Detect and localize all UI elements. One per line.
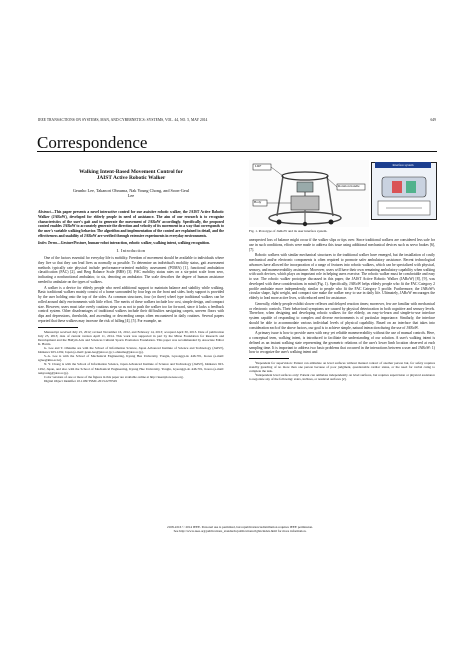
footnote-manuscript: Manuscript received July 25, 2012; revised November 16, 2012, and February 14, 2013; accepted April 30, 2013. Date of publication July 25, 2013; date of current version April 11, 2014. This work was supported in part by the Mirae Foundation for Research and Development and the Hallym Arts and Sciences Cultural Sports Promotion Foundation. This paper was recommended by Associate Editor K. Harris. — [38, 329, 224, 346]
abstract-label: Abstract— — [38, 210, 55, 215]
abstract — [38, 210, 224, 239]
paper-title-line2: JAIST Active Robotic Walker — [96, 175, 166, 182]
interface-inset — [371, 162, 437, 220]
right-paragraph-2: Robotic walkers with similar mechanical structures to the traditional walker have emerged, but the installation of costly mechanical and/or electronic components is often required to promote safer ambulatory assistance. Recent technological advances have allowed the incorporation of a range of features into robotic walkers, which can be specialized with physical, sensory, and maneuverability assistance. Moreover, users will have their own remaining ambulatory capability when walking with such devices, which plays an important role in helping users exercise. The robotic walker must be comfortable and easy to use. The robotic walker prototype discussed in this paper, the JAIST Active Robotic Walker (JARoW) [8], [9], was developed with these considerations in mind (Fig. 1). Specifically, JARoW helps elderly people who fit the FAC Category 2 profile ambulate more independently, similar to people who fit the FAC Category 5 profile. Furthermore, the JARoW's circular shape, light weight, and compact size make the walker easy to use in daily life. Ultimately, JARoW encourages the elderly to lead more active lives, with reduced need for assistance. — [249, 253, 435, 300]
footnote-affiliation-2: S.-G. Lee is with the School of Mechanical Engineering, Kyung Hee University, Yongin, Gyeonggi-do 446-701, Korea (e-mail: sglee@khu.ac.kr). — [38, 354, 224, 363]
page-number: 649 — [430, 118, 436, 122]
copyright-line1: 2168-2216 © 2014 IEEE. Personal use is permitted, but republication/redistribution requires IEEE permission. — [167, 525, 313, 529]
intro-heading: I. Introduction — [116, 248, 146, 254]
label-lrf: LRF — [255, 164, 262, 168]
footnote-affiliation-1: G. Lee and T. Ohnuma are with the School of Information Science, Japan Advanced Institute of Science and Technology (JAIST), Ishikawa 923-1292, Japan (e-mail: geun-lee@jaist.ac.jp; t-ohnuma@jaist.ac.jp). — [38, 346, 224, 355]
right-paragraph-4: A primary issue is how to provide users with easy yet reliable maneuverability without the use of manual controls. Here, a conceptual term, walking intent, is introduced to facilitate the understanding of our solution. A user's walking intent is defined as an instant walking state representing the geometric relations of the user's lower limb location observed at each sampling time. It is important to address two basic problems that occurred in the interactions between a user and JARoW: 1) how to recognize the user's walking intent and — [249, 331, 435, 355]
authors-line2: Lee — [127, 193, 135, 199]
right-paragraph-3: Generally, elderly people exhibit slower reflexes and delayed reaction times; moreover, few are familiar with mechanical or electronic controls. Their behavioral symptoms are caused by physical deterioration in both cognitive and sensory levels. Therefore, when designing and developing robotic walkers for the elderly, an easy-to-learn and simple-to-use interface system capable of responding to complex and diverse environments is of particular importance. Similarly, the interface should be able to accommodate various individual levels of physical capability. Based on an interface that takes into consideration each of the above factors, our goal is to achieve simple, natural interaction during the use of JARoW. — [249, 301, 435, 330]
label-rotation-handle: Rotation handle — [338, 184, 360, 188]
paper-title — [38, 169, 224, 182]
label-body: Body — [254, 200, 262, 204]
index-terms-text: Gesture/Posture, human-robot interaction, robotic walker, walking intent, walking recognition. — [60, 240, 210, 245]
interface-diagram — [372, 163, 436, 219]
title-rule — [37, 151, 437, 152]
left-paragraph-1: One of the factors essential for everyday life is mobility. Freedom of movement should be available to individuals where they live so that they can lead lives as normally as possible. To determine an individual's mobility status, gait assessment methods typically rate physical include performance-oriented mobility assessment (POMA) [1], functional ambulation classification (FAC) [2], and Berg Balance Scale (BBS) [3]. FAC mobility status rates on a six-point scale from zero, indicating a nonfunctional ambulator, to six, denoting an ambulator. The scale describes the degree of human assistance needed to ambulate on the types of walkers. — [38, 256, 224, 284]
figure-caption: Fig. 1. Prototype of JARoW and its user interface system. — [249, 229, 328, 233]
journal-header: IEEE TRANSACTIONS ON SYSTEMS, MAN, AND CYBERNETICS: SYSTEMS, VOL. 44, NO. 5, MAY 2014 — [38, 118, 208, 122]
authors-line1: Geunho Lee, Takanori Ohnuma, Nak Young Chong, and Soon-Geul — [72, 187, 190, 193]
footnote-affiliation-3: N. Y. Chong is with the School of Information Science, Japan Advanced Institute of Science and Technology (JAIST), Ishikawa 923-1292, Japan, and also with the School of Mechanical Engineering, Kyung Hee University, Yongin, Gyeonggi-do 446-701, Korea (e-mail: nakyoung@jaist.ac.jp). — [38, 362, 224, 375]
footnote-color: Color versions of one or more of the figures in this paper are available online at http://ieeexplore.ieee.org. — [44, 374, 184, 379]
footnote-doi: Digital Object Identifier 10.1109/TSMC.2013.2270529 — [44, 378, 117, 383]
paper-title-line1: Walking Intent-Based Movement Control for — [79, 169, 183, 175]
left-column — [38, 157, 224, 383]
copyright-line2: See http://www.ieee.org/publications_standards/publications/rights/index.html for more information. — [173, 529, 307, 534]
walker-photo — [249, 160, 369, 227]
authors — [38, 188, 224, 198]
copyright-notice — [150, 525, 330, 533]
right-footnote-rule — [249, 358, 289, 359]
footnote-fac-2: ¹Dependent for supervision: Patient can ambulate on level surfaces without manual contact of another person but, for safety requires standby guarding of no more than one person because of poor judgment, questionable cardiac status, or the need for verbal cuing to complete the task. — [249, 361, 435, 374]
footnote-rule — [38, 327, 78, 328]
left-paragraph-2: A walker is a device for elderly people who need additional support to maintain balance and stability while walking. Basic traditional walkers mainly consist of a frame surrounded by four legs on the front and sides. body support is provided by the user holding onto the top of the sides. As common structures, four (or three) wheel type traditional walkers can be rolled around daily environments with little effort. The merits of these walkers include low cost, simple design, and compact size. However, users must take overly cautious steps so as not to push the walker too far forward, since it lacks a feedback control system. Other disadvantages of traditional walkers include their difficulties navigating carpets, uneven floors with dips and depressions, thresholds, and ascending or descending ramps often encountered in daily routines. Several papers reported that these walkers may increase the risk of falling [4], [5]. For example, an — [38, 285, 224, 323]
figure-1 — [249, 160, 435, 227]
abstract-text: This paper presents a novel interactive control for our assistive robotic walker, the JAIST Active Robotic Walker (JARoW), developed for elderly people in need of assistance. The aim of our research is to recognize characteristics of the user's gait and to generate the movement of JARoW accordingly. Specifically, the proposed control enables JARoW to accurately generate the direction and velocity of its movement in a way that corresponds to the user's variable walking behavior. The algorithm and implementation of the control are explained in detail, and the effectiveness and usability of JARoW are verified through extensive experiments in everyday environments. — [38, 210, 224, 238]
index-terms-label: Index Terms— — [38, 240, 61, 245]
index-terms — [38, 241, 224, 246]
section-title: Correspondence — [37, 133, 148, 152]
footnote-fac-3: ²Independent level surfaces only: Patient can ambulate independently on level surfaces, but requires supervision or physical assistance to negotiate any of the following: stairs, inclines, or nonlevel surfaces [2]. — [249, 373, 435, 382]
interface-inset-title: Interface system — [375, 162, 431, 168]
right-column — [249, 238, 435, 381]
right-paragraph-1: unexpected loss of balance might occur if the walker slips or tips over. Since traditional walkers are considered less safe for use in such conditions, efforts were made to address this issue using additional mechanical devices such as servo brakes [6], [7]. — [249, 238, 435, 252]
running-header — [38, 118, 436, 122]
